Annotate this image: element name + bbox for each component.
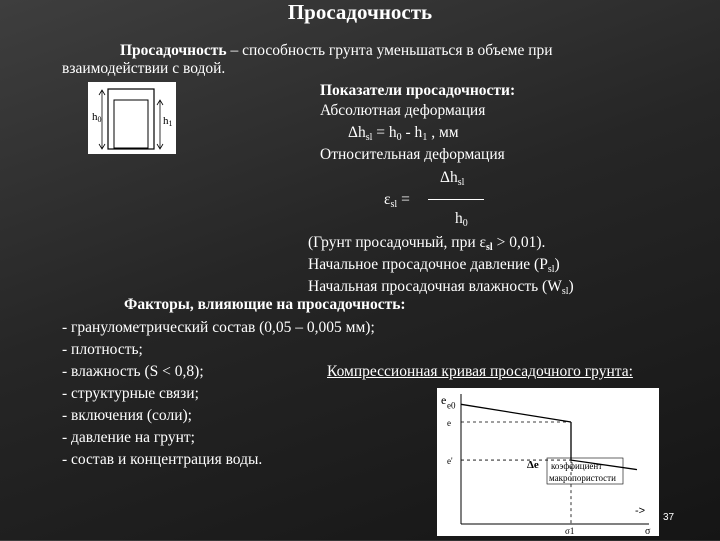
compression-curve-chart [437,388,675,536]
factor-item: - состав и концентрация воды. [62,451,263,468]
sample-outer-box [108,89,154,149]
sample-diagram [88,82,176,154]
indicators-heading: Показатели просадочности: [320,82,516,99]
x-axis-label: σ [645,526,651,536]
slide-title: Просадочность [287,0,433,24]
definition-text: – способность грунта уменьшаться в объеме при [226,42,553,59]
delta-e-label: Δe [527,459,539,471]
sample-diagram-svg [88,82,176,154]
definition-line-2: взаимодействии с водой. [62,60,226,77]
relative-deformation-numerator: $\Delta h_{sl}$ [440,169,465,188]
y-tick-label: e [447,418,451,428]
initial-collapse-pressure: Начальное просадочное давление $(P_{sl})$ [308,256,560,275]
sample-inner-box [114,100,148,148]
factor-item: - структурные связи; [62,385,199,402]
annotation-text-2: макропористости [549,473,616,483]
relative-deformation-label: Относительная деформация [320,146,505,163]
y-tick-label: e' [447,456,453,467]
axis-arrow-glyph: -> [635,505,646,517]
h0-label: h0 [92,111,102,124]
factor-item: - гранулометрический состав (0,05 – 0,005 мм); [62,319,375,336]
compression-curve-segment-1 [461,404,571,422]
factor-item: - влажность (S < 0,8); [62,363,204,380]
relative-deformation-denominator: $h_0$ [455,210,468,229]
annotation-text-1: коэффициент [551,461,603,471]
factors-heading: Факторы, влияющие на просадочность: [124,296,406,313]
factor-item: - давление на грунт; [62,429,195,446]
absolute-deformation-label: Абсолютная деформация [320,102,486,119]
initial-collapse-moisture: Начальная просадочная влажность $(W_{sl})$ [308,278,574,297]
definition-line-1 [120,42,553,60]
relative-deformation-lhs: $\varepsilon_{sl}$ = [384,191,410,210]
y-tick-label: e0 [447,400,456,411]
x-tick-label: σ1 [565,526,575,536]
fraction-bar [428,199,484,200]
absolute-deformation-formula: $\Delta h_{sl} = h_0 - h_1$ , мм [348,124,459,143]
h1-label: h1 [163,115,173,128]
page-number: 37 [663,512,675,523]
factor-item: - плотность; [62,341,143,358]
definition-term: Просадочность [120,42,227,59]
factor-item: - включения (соли); [62,407,192,424]
collapsibility-criterion: (Грунт просадочный, при $\varepsilon_{sl} > 0,01$). [308,234,546,253]
chart-svg [437,388,659,536]
y-axis-label: e [441,393,447,407]
compression-curve-caption: Компрессионная кривая просадочного грунта: [327,363,633,380]
